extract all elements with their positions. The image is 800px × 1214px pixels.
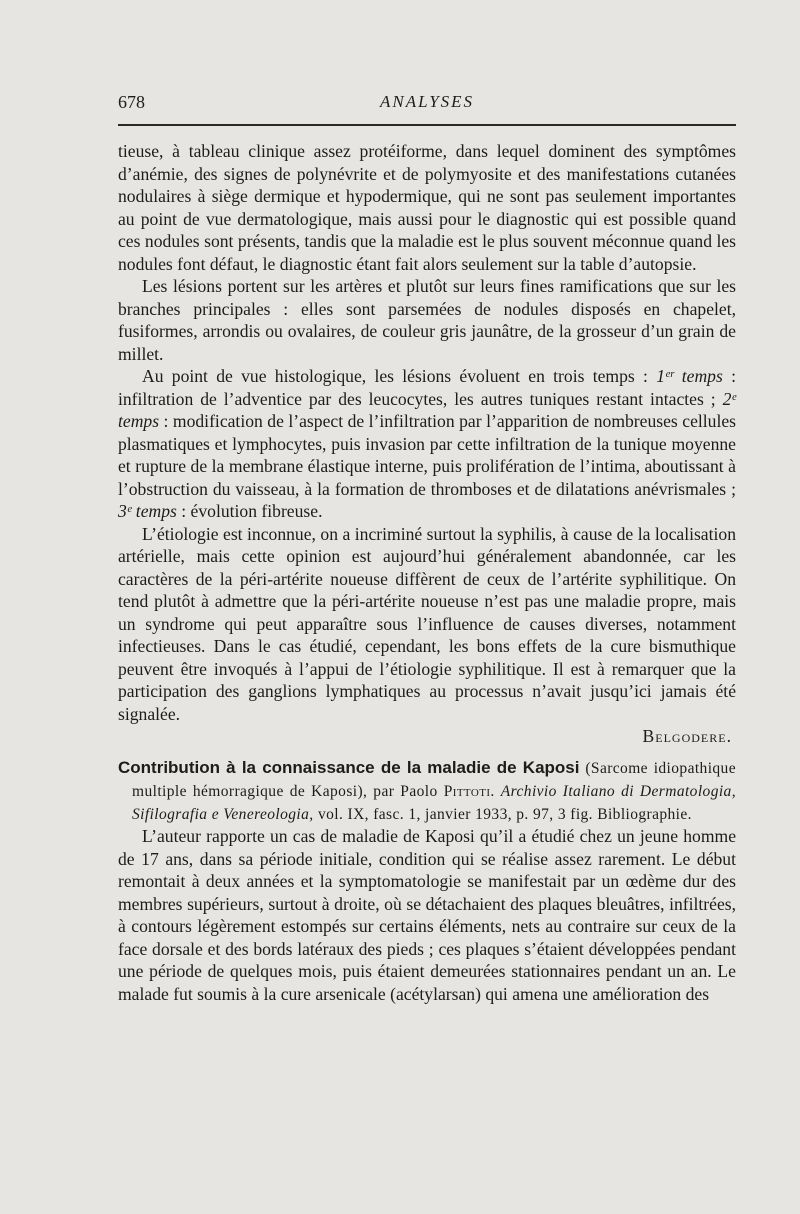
article2-ref-prefix: (Sarcome idiopathique multiple hémorragique de Kaposi), par Paolo (132, 759, 736, 800)
page-body (118, 140, 736, 1005)
stage-2-label: 2ᵉ temps (118, 388, 737, 431)
histology-intro: Au point de vue histologique, les lésions évoluent en trois temps : (142, 366, 648, 386)
article2-journal: Archivio Italiano di Dermatologia, Sifilografia e Venereologia, (132, 783, 736, 823)
stage-1-text: : infiltration de l’adventice par des leucocytes, les autres tuniques restant intactes ; (118, 366, 737, 409)
page-header (118, 92, 736, 118)
article2-title: Contribution à la connaissance de la maladie de Kaposi (118, 757, 580, 777)
stage-1-label: 1ᵉʳ temps (656, 366, 723, 386)
article2-paragraph-1: L’auteur rapporte un cas de maladie de Kaposi qu’il a étudié chez un jeune homme de 17 ans, dans sa période initiale, condition qui se réalise assez rarement. Le début remontait à deux années et la symptomatologie se manifestait par un œdème dur des membres supérieurs, surtout à droite, où se détachaient des plaques bleuâtres, infiltrées, à contours légèrement estompés sur certains éléments, nets au contraire sur ceux de la face dorsale et des bords latéraux des pieds ; ces plaques s’étaient développées pendant une période de quelques mois, puis étaient demeurées stationnaires pendant un an. Le malade fut soumis à la cure arsenicale (acétylarsan) qui amena une amélioration des (118, 826, 736, 1004)
page-number: 678 (118, 92, 145, 112)
article2-ref-suffix: vol. IX, fasc. 1, janvier 1933, p. 97, 3 fig. Bibliographie. (317, 806, 692, 823)
stage-3-text: : évolution fibreuse. (181, 501, 323, 521)
article1-paragraph-1: tieuse, à tableau clinique assez protéiforme, dans lequel dominent des symptômes d’anémie, des signes de polynévrite et de polymyosite et des manifestations cutanées nodulaires à siège dermique et hypodermique, qui ne sont pas seulement importantes au point de vue dermatologique, mais aussi pour le diagnostic qui est possible quand ces nodules sont présents, tandis que la maladie est le plus souvent méconnue quand les nodules font défaut, le diagnostic étant fait alors seulement sur la table d’autopsie. (118, 141, 736, 274)
header-rule (118, 124, 736, 126)
stage-2-text: : modification de l’aspect de l’infiltration par l’apparition de nombreuses cellules plasmatiques et lymphocytes, puis invasion par cette infiltration de la tunique moyenne et rupture de la membrane élastique interne, puis prolifération de l’intima, aboutissant à l’obstruction du vaisseau, à la formation de thromboses et de dilatations anévrismales ; (118, 411, 736, 499)
running-title: ANALYSES (379, 92, 475, 111)
article2-heading-block (118, 756, 736, 826)
article1-paragraph-2: Les lésions portent sur les artères et plutôt sur leurs fines ramifications que sur les branches principales : elles sont parsemées de nodules disposés en chapelet, fusiformes, arrondis ou ovalaires, de couleur gris jaunâtre, de la grosseur d’un grain de millet. (118, 276, 736, 364)
article2-author: Pittoti. (443, 783, 495, 800)
article1-paragraph-4: L’étiologie est inconnue, on a incriminé surtout la syphilis, à cause de la localisation artérielle, mais cette opinion est aujourd’hui généralement abandonnée, car les caractères de la péri-artérite noueuse diffèrent de ceux de l’artérite syphilitique. On tend plutôt à admettre que la péri-artérite noueuse n’est pas une maladie propre, mais un syndrome qui peut apparaître sous l’influence de causes diverses, notamment infectieuses. Dans le cas étudié, cependant, les bons effets de la cure bismuthique peuvent être invoqués à l’appui de l’étiologie syphilitique. Il est à remarquer que la participation des ganglions lymphatiques au processus n’avait jusqu’ici jamais été signalée. (118, 523, 736, 724)
article2-entry (118, 756, 736, 826)
reviewer-signature: Belgodere. (642, 726, 732, 746)
stage-3-label: 3ᵉ temps (118, 501, 177, 521)
article1-paragraph-3 (118, 365, 736, 523)
